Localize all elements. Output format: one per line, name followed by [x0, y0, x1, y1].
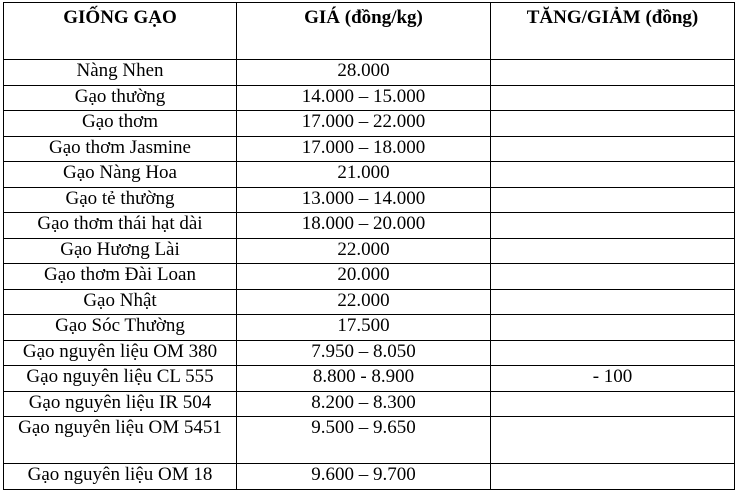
- cell-variety: Gạo tẻ thường: [4, 187, 237, 213]
- cell-change: [491, 162, 735, 188]
- table-row: [4, 464, 735, 490]
- table-row: [4, 136, 735, 162]
- cell-change: [491, 238, 735, 264]
- cell-price: 20.000: [237, 264, 491, 290]
- cell-price: 28.000: [237, 60, 491, 86]
- cell-price: 17.000 – 18.000: [237, 136, 491, 162]
- cell-change: [491, 417, 735, 464]
- cell-price: 8.800 - 8.900: [237, 366, 491, 392]
- cell-variety: Gạo Hương Lài: [4, 238, 237, 264]
- cell-price: 13.000 – 14.000: [237, 187, 491, 213]
- cell-price: 9.600 – 9.700: [237, 464, 491, 490]
- table-row: [4, 213, 735, 239]
- cell-price: 21.000: [237, 162, 491, 188]
- table-row: [4, 85, 735, 111]
- cell-variety: Gạo Nàng Hoa: [4, 162, 237, 188]
- cell-change: - 100: [491, 366, 735, 392]
- table-row: [4, 417, 735, 464]
- cell-variety: Gạo nguyên liệu OM 5451: [4, 417, 237, 464]
- cell-price: 18.000 – 20.000: [237, 213, 491, 239]
- table-row: [4, 238, 735, 264]
- cell-change: [491, 136, 735, 162]
- cell-variety: Gạo thơm: [4, 111, 237, 137]
- cell-variety: Gạo thơm thái hạt dài: [4, 213, 237, 239]
- table-row: [4, 264, 735, 290]
- table-row: [4, 162, 735, 188]
- cell-price: 9.500 – 9.650: [237, 417, 491, 464]
- cell-change: [491, 85, 735, 111]
- cell-variety: Gạo nguyên liệu OM 380: [4, 340, 237, 366]
- cell-price: 17.500: [237, 315, 491, 341]
- cell-variety: Gạo nguyên liệu OM 18: [4, 464, 237, 490]
- cell-change: [491, 60, 735, 86]
- cell-change: [491, 187, 735, 213]
- cell-variety: Gạo nguyên liệu IR 504: [4, 391, 237, 417]
- table-row: [4, 366, 735, 392]
- table-row: [4, 60, 735, 86]
- table-row: [4, 391, 735, 417]
- cell-change: [491, 464, 735, 490]
- header-change: TĂNG/GIẢM (đồng): [491, 3, 735, 60]
- table-row: [4, 187, 735, 213]
- rice-price-table: [3, 2, 735, 490]
- cell-variety: Gạo thơm Đài Loan: [4, 264, 237, 290]
- cell-price: 14.000 – 15.000: [237, 85, 491, 111]
- table-row: [4, 315, 735, 341]
- cell-variety: Gạo Sóc Thường: [4, 315, 237, 341]
- cell-change: [491, 340, 735, 366]
- cell-price: 17.000 – 22.000: [237, 111, 491, 137]
- header-variety: GIỐNG GẠO: [4, 3, 237, 60]
- cell-change: [491, 264, 735, 290]
- cell-variety: Gạo thơm Jasmine: [4, 136, 237, 162]
- cell-variety: Gạo nguyên liệu CL 555: [4, 366, 237, 392]
- cell-change: [491, 213, 735, 239]
- cell-variety: Nàng Nhen: [4, 60, 237, 86]
- cell-price: 22.000: [237, 289, 491, 315]
- cell-price: 7.950 – 8.050: [237, 340, 491, 366]
- cell-price: 22.000: [237, 238, 491, 264]
- cell-variety: Gạo Nhật: [4, 289, 237, 315]
- cell-change: [491, 315, 735, 341]
- cell-change: [491, 111, 735, 137]
- table-row: [4, 340, 735, 366]
- header-row: [4, 3, 735, 60]
- cell-change: [491, 289, 735, 315]
- cell-variety: Gạo thường: [4, 85, 237, 111]
- table-row: [4, 111, 735, 137]
- header-price: GIÁ (đồng/kg): [237, 3, 491, 60]
- table-row: [4, 289, 735, 315]
- cell-change: [491, 391, 735, 417]
- cell-price: 8.200 – 8.300: [237, 391, 491, 417]
